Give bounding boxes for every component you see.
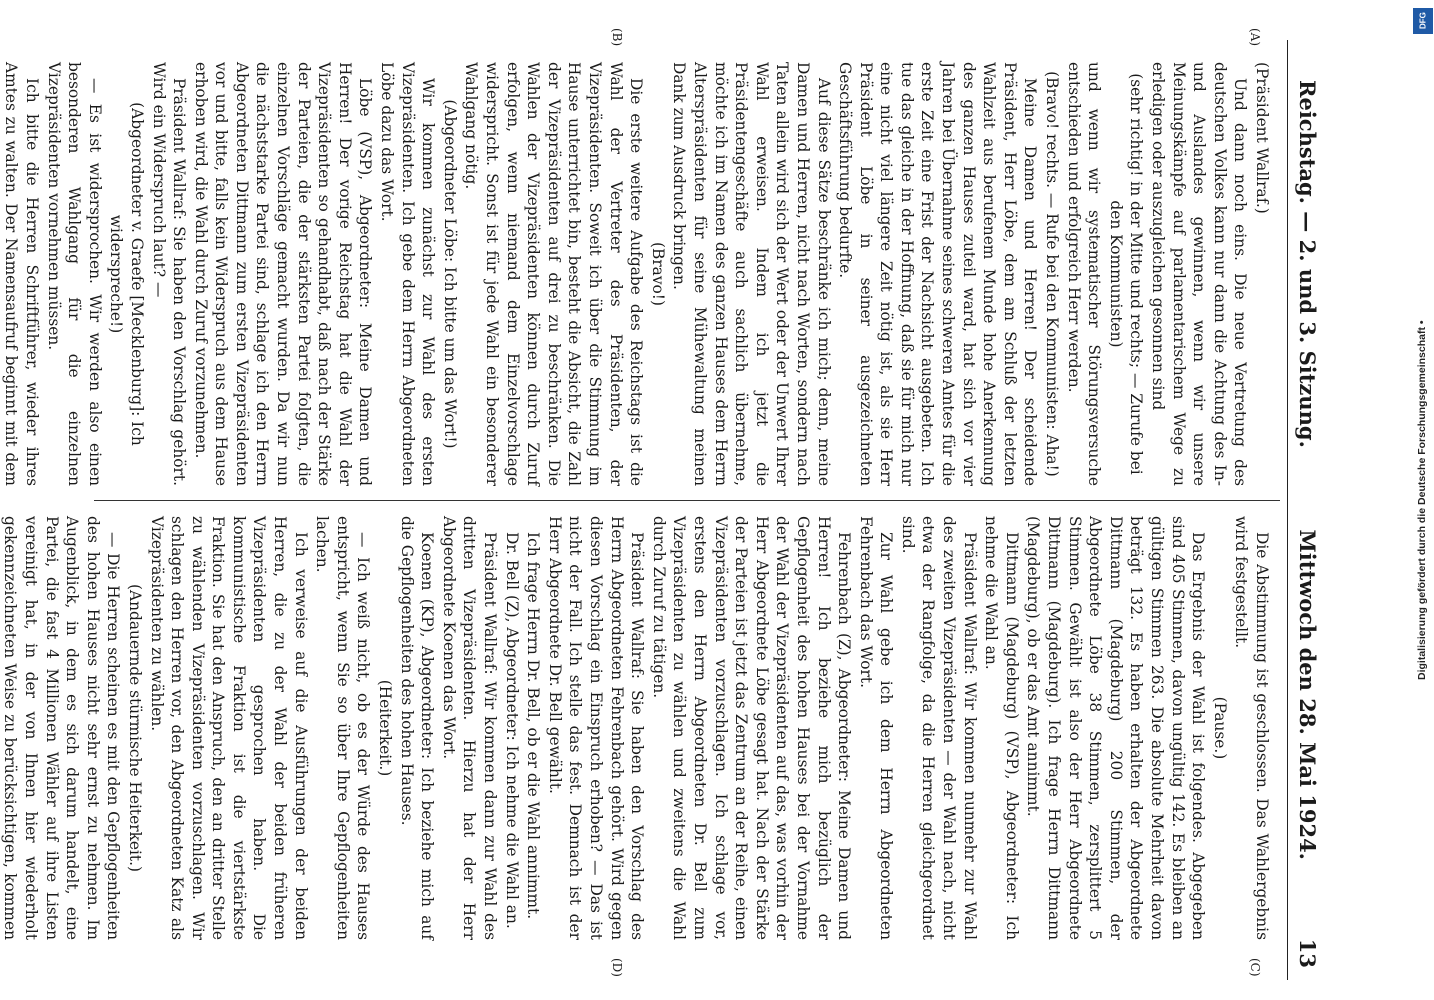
paragraph: Dittmann (Magdeburg) (VSP), Abgeordneter: Ich nehme die Wahl an. <box>982 516 1021 940</box>
digitization-credit: Digitalisierung gefördert durch die Deutsche Forschungsgemeinschaft • <box>1416 320 1428 680</box>
text-column-right <box>0 516 1272 940</box>
margin-letter-c: (C) <box>1248 958 1262 977</box>
header-left: Reichstag. — 2. und 3. Sitzung. <box>1295 80 1320 448</box>
scanned-page <box>1 0 1354 1000</box>
paragraph: Meine Damen und Herren! Der scheidende Präsident, Herr Löbe, dem am Schluß der letzten Wahlzeit aus berufenem Munde hohe Anerkennung des ganzen Hauses zuteil ward, hat sich vor vier Jahren bei Übernahme seines schweren Amtes für die erste Zeit eine Frist der Nachsicht ausgebeten. Ich tue das gleiche in der Hoffnung, daß sie für mich nur eine nicht viel längere Zeit nötig ist, als sie Herr Präsident Löbe in seiner ausgezeichneten Geschäftsführung bedurfte. <box>836 62 1040 486</box>
paragraph: und wenn wir systematischer Störungsversuche entschieden und erfolgreich Herr werden. <box>1064 62 1104 486</box>
paragraph: Ich bitte die Herren Schriftführer, wieder ihres Amtes zu walten. Der Namensaufruf beginnt mit dem <box>2 62 41 486</box>
paragraph: — Ich weiß nicht, ob es der Würde des Hauses entspricht, wenn Sie so über Ihre Gepflogenheiten lachen. <box>313 516 373 940</box>
paragraph: Fehrenbach (Z), Abgeordneter: Meine Damen und Herren! Ich beziehe mich bezüglich der Gepflogenheit des hohen Hauses bei der Vornahme der Wahl der Vizepräsidenten auf das, was vorhin der Herr Abgeordnete Löbe gesagt hat. Nach der Stärke der Parteien ist jetzt das Zentrum an der Reihe, einen Vizepräsidenten vorzuschlagen. Ich schlage vor, erstens den Herrn Abgeordneten Dr. Bell zum Vizepräsidenten zu wählen und zweitens die Wahl durch Zuruf zu tätigen. <box>649 516 854 940</box>
paragraph: Ich verweise auf die Ausführungen der beiden Herren, die zu der Wahl der beiden früheren Vizepräsidenten gesprochen haben. Die kommunistische Fraktion ist die viertstärkste Fraktion. Sie hat den Anspruch, den an dritter Stelle zu wählenden Vizepräsidenten vorzuschlagen. Wir schlagen den Herren vor, den Abgeordneten Katz als Vizepräsidenten zu wählen. <box>147 516 310 940</box>
interjection: (Andauernde stürmische Heiterkeit.) <box>125 583 144 873</box>
paragraph: Zur Wahl gebe ich dem Herrn Abgeordneten Fehrenbach das Wort. <box>856 516 896 940</box>
header-rule <box>1287 40 1288 980</box>
margin-letter-d: (D) <box>610 958 624 977</box>
interjection: (sehr richtig! in der Mitte und rechts; — Zurufe bei den Kommunisten) <box>1106 73 1146 475</box>
interjection: (Heiterkeit.) <box>376 679 395 777</box>
paragraph: Das Ergebnis der Wahl ist folgendes. Abgegeben sind 405 Stimmen, davon ungültig 142. Es bleiben an gültigen Stimmen 263. Die absolute Mehrheit davon beträgt 132. Es haben erhalten der Abgeordnete Dittmann (Magdeburg) 200 Stimmen, der Abgeordnete Löbe 38 Stimmen, zersplittert 5 Stimmen. Gewählt ist also der Herr Abgeordnete Dittmann (Magdeburg). Ich frage Herrn Dittmann (Magdeburg), ob er das Amt annimmt. <box>1024 516 1208 940</box>
margin-letter-b: (B) <box>610 28 624 47</box>
header-right: Mittwoch den 28. Mai 1924. <box>1295 529 1320 860</box>
paragraph: Ich frage Herrn Dr. Bell, ob er die Wahl annimmt. <box>524 532 543 920</box>
paragraph: — Die Herren scheinen es mit den Gepflogenheiten des hohen Hauses nicht sehr ernst zu nehmen. Im Augenblick, in dem es sich darum handelt, eine Partei, die fast 4 Millionen Wähler auf ihre Listen vereinigt hat, in der von Ihnen hier wiederholt gekennzeichneten Weise zu berücksichtigen, kommen <box>1 516 123 940</box>
paragraph: Präsident Wallraf: Wir kommen nunmehr zur Wahl des zweiten Vizepräsidenten — der Wahl nach, nicht etwa der Rangfolge, da die Herren gleichgeordnet sind. <box>898 516 979 940</box>
paragraph: Wir kommen zunächst zur Wahl des ersten Vizepräsidenten. Ich gebe dem Herrn Abgeordneten Löbe dazu das Wort. <box>378 62 438 486</box>
interjection: (Pause.) <box>1210 696 1229 760</box>
paragraph: Die Abstimmung ist geschlossen. Das Wahlergebnis wird festgestellt. <box>1232 516 1271 940</box>
paragraph: Dr. Bell (Z), Abgeordneter: Ich nehme die Wahl an. <box>502 532 521 929</box>
text-column-left <box>0 62 1272 486</box>
interjection: (Abgeordneter Löbe: Ich bitte um das Wort!) <box>440 99 459 449</box>
paragraph: Präsident Wallraf: Sie haben den Vorschlag gehört. Wird ein Widerspruch laut? — <box>149 62 189 486</box>
speaker-note: (Präsident Wallraf.) <box>1253 62 1271 214</box>
paragraph: Präsident Wallraf: Sie haben den Vorschlag des Herrn Abgeordneten Fehrenbach gehört. Wird gegen diesen Vorschlag ein Einspruch erhoben? — Das ist nicht der Fall. Ich stelle das fest. Demnach ist der Herr Abgeordnete Dr. Bell gewählt. <box>545 516 647 940</box>
paragraph: Und dann noch eins. Die neue Vertretung des deutschen Volkes kann nur dann die Achtung des In- und Auslandes gewinnen, wenn wir unsere Meinungskämpfe auf parlamentarischem Wege zu erledigen oder auszugleichen gesonnen sind <box>1149 62 1250 486</box>
interjection: (Bravo! rechts. — Rufe bei den Kommunisten: Aha!) <box>1043 71 1062 477</box>
page-number: 13 <box>1295 938 1320 968</box>
paragraph: Auf diese Sätze beschränke ich mich; denn, meine Damen und Herren, nicht nach Worten, sondern nach Taten allein wird sich der Wert oder der Unwert Ihrer Wahl erweisen. Indem ich jetzt die Präsidentengeschäfte auch sachlich übernehme, möchte ich im Namen des ganzen Hauses dem Herrn Alterspräsidenten für seine Mühewaltung meinen Dank zum Ausdruck bringen. <box>670 62 833 486</box>
column-divider <box>94 500 1280 501</box>
dfg-logo: DFG <box>1413 8 1433 34</box>
paragraph: Die erste weitere Aufgabe des Reichstags ist die Wahl der Vertreter des Präsidenten, der Vizepräsidenten. Soweit ich über die Stimmung im Hause unterrichtet bin, besteht die Absicht, die Zahl der Vizepräsidenten auf drei zu beschränken. Die Wahlen der Vizepräsidenten können durch Zuruf erfolgen, wenn niemand dem Einzelvorschlage widerspricht. Sonst ist für jede Wahl ein besonderer Wahlgang nötig. <box>462 62 646 486</box>
paragraph: Koenen (KP), Abgeordneter: Ich beziehe mich auf die Gepflogenheiten des hohen Hauses. <box>397 516 437 940</box>
interjection: (Abgeordneter v. Graefe [Mecklenburg]: Ich widerspreche!) <box>107 102 146 446</box>
paragraph: Präsident Wallraf: Wir kommen dann zur Wahl des dritten Vizepräsidenten. Hierzu hat der Herr Abgeordnete Koenen das Wort. <box>439 516 500 940</box>
running-header <box>1286 20 1326 980</box>
margin-letter-a: (A) <box>1248 28 1262 47</box>
interjection: (Bravo!) <box>648 242 667 306</box>
paragraph: Löbe (VSP), Abgeordneter: Meine Damen und Herren! Der vorige Reichstag hat die Wahl der Vizepräsidenten so gehandhabt, daß nach der Stärke der Parteien, die der stärksten Partei folgten, die einzelnen Vorschläge gemacht wurden. Da wir nun die nächststarke Partei sind, schlage ich den Herrn Abgeordneten Dittmann zum ersten Vizepräsidenten vor und bitte, falls kein Widerspruch aus dem Hause erhoben wird, die Wahl durch Zuruf vorzunehmen. <box>191 62 375 486</box>
paragraph: — Es ist widersprochen. Wir werden also einen besonderen Wahlgang für die einzelnen Vizepräsidenten vornehmen müssen. <box>44 62 104 486</box>
